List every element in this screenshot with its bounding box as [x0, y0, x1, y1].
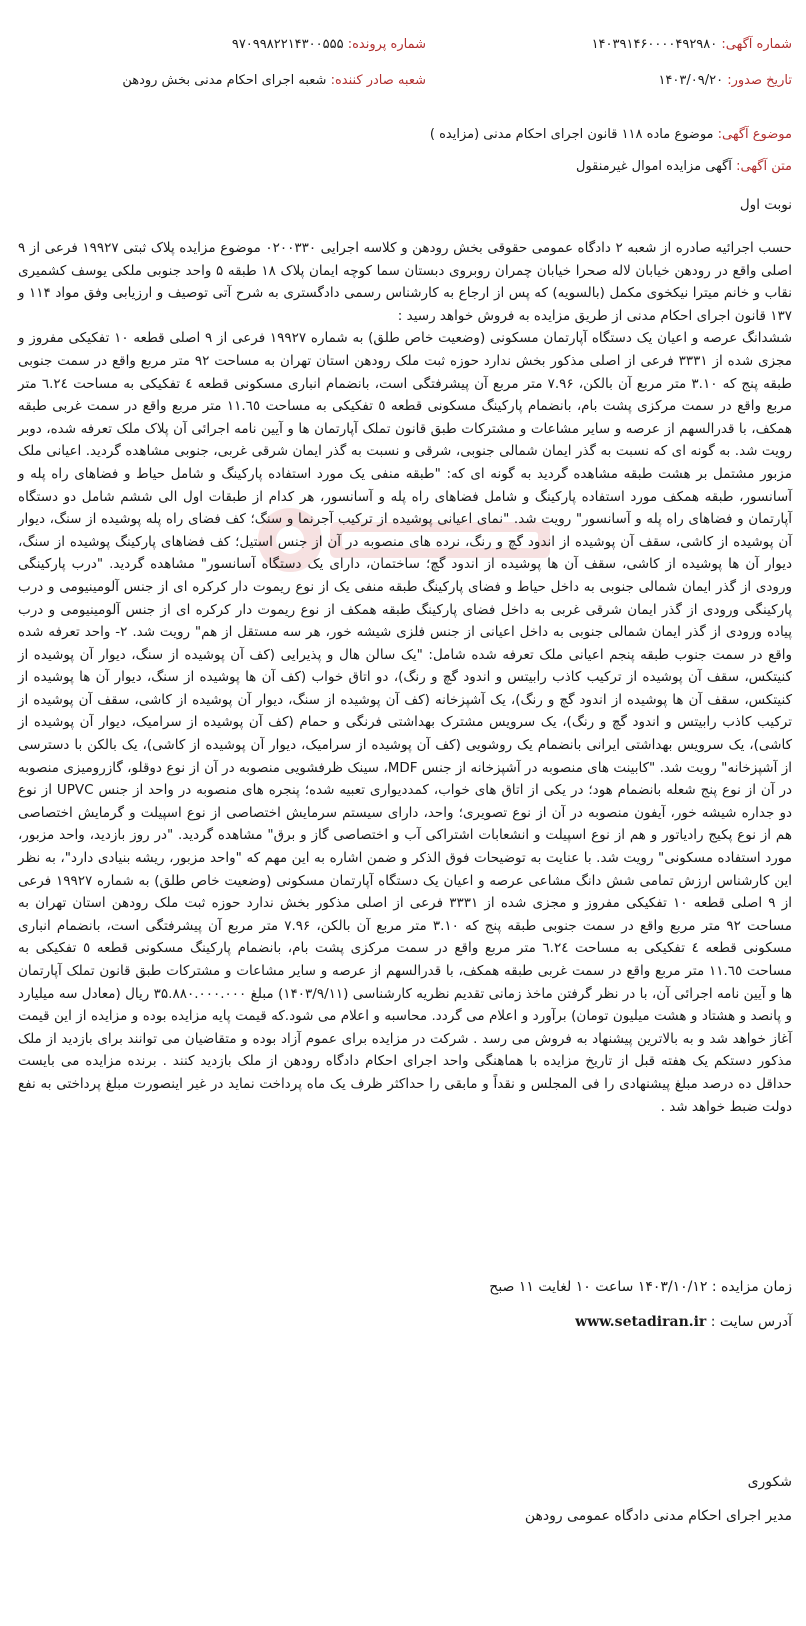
notice-text-field: [576, 158, 792, 176]
file-number-value: ۹۷۰۹۹۸۲۲۱۴۳۰۰۵۵۵: [231, 37, 344, 52]
file-number-field: [232, 36, 426, 54]
issuing-branch-value: شعبه اجرای احکام مدنی بخش رودهن: [122, 73, 327, 88]
issue-date-value: ۱۴۰۳/۰۹/۲۰: [658, 73, 724, 88]
site-address-field: [575, 1314, 792, 1330]
issue-date-label: تاریخ صدور:: [727, 73, 792, 88]
site-address-link[interactable]: www.setadiran.ir: [575, 1314, 707, 1330]
notice-subject-value: موضوع ماده ۱۱۸ قانون اجرای احکام مدنی (مزایده ): [429, 127, 714, 142]
signatory-title: مدیر اجرای احکام مدنی دادگاه عمومی رودهن: [524, 1508, 792, 1524]
body-paragraph-intro: حسب اجرائیه صادره از شعبه ۲ دادگاه عمومی حقوقی بخش رودهن و کلاسه اجرایی ۰۲۰۰۳۳۰ موضوع مزایده پلاک ثبتی ۱۹۹۲۷ فرعی از ۹ اصلی واقع در رودهن خیابان لاله صحرا خیابان چمران روبروی دبستان سما کوچه ایمان پلاک ۱۸ طبقه ۵ واحد جنوبی ملکی یوسف کشمیری نقاب و خانم میترا نیکخوی مکمل (بالسویه) که پس از ارجاع به کارشناس رسمی دادگستری به شرح آتی توصیف و ارزیابی وفق مواد ۱۱۴ و ۱۳۷ قانون اجرای احکام مدنی از طریق مزایده به فروش خواهد رسید :: [18, 240, 793, 324]
issuing-branch-label: شعبه صادر کننده:: [330, 73, 426, 88]
body-paragraph-description: ششدانگ عرصه و اعیان یک دستگاه آپارتمان مسکونی (وضعیت خاص طلق) به شماره ۱۹۹۲۷ فرعی از ۹ اصلی قطعه ۱۰ تفکیکی مفروز و مجزی شده از ۳۳۳۱ فرعی از اصلی مذکور بخش ندارد حوزه ثبت ملک رودهن استان تهران به مساحت ۹۲ متر مربع واقع در سمت جنوبی طبقه پنج که ۳.۱۰ متر مربع آن بالکن، ۷.۹۶ متر مربع آن پیشرفتگی است، بانضمام انباری مسکونی قطعه ٤ تفکیکی به مساحت ٦.۲٤ متر مربع واقع در سمت مرکزی پشت بام، بانضمام پارکینگ مسکونی قطعه ٥ تفکیکی به مساحت ۱۱.٦٥ متر مربع واقع در سمت غربی طبقه همکف، با قدرالسهم از عرصه و سایر مشاعات و مشترکات طبق قانون تملک آپارتمان ها و آیین نامه اجرائی آن پلاک ملک تعرفه شده، دوبر رویت شد. به گونه ای که نسبت به گذر ایمان شمالی جنوبی، شرقی و نسبت به گذر ایمان شرقی غربی، جنوبی مشاهده گردید. اعیانی ملک مزبور مشتمل بر هشت طبقه مشاهده گردید به گونه ای که: "طبقه منفی یک مورد استفاده پارکینگ و شامل حیاط و فضاهای راه پله و آسانسور، طبقه همکف مورد استفاده پارکینگ و شامل فضاهای راه پله و آسانسور، هر کدام از طبقات اول الی ششم شامل دو دستگاه آپارتمان و فضاهای راه پله و آسانسور" رویت شد. "نمای اعیانی پوشیده از ترکیب آجرنما و سنگ؛ کف فضای راه پله پوشیده از سنگ، دیوار آن پوشیده از کاشی، سقف آن پوشیده از اندود گچ و رنگ، نرده های منصوبه در آن از جنس استیل؛ کف فضاهای پارکینگ پوشیده از سنگ، دیوار آن ها پوشیده از کاشی، سقف آن ها پوشیده از اندود گچ؛ ساختمان، دارای یک دستگاه آسانسور" مشاهده گردید. "درب پارکینگی ورودی از گذر ایمان شمالی جنوبی به داخل حیاط و فضای پارکینگ طبقه منفی یک از نوع ریموت دار کرکره ای از جنس آلومینیومی و درب پارکینگی ورودی از گذر ایمان شرقی غربی به داخل فضای پارکینگ طبقه همکف از نوع ریموت دار کرکره ای از جنس آلومینیومی و درب پیاده ورودی از گذر ایمان شمالی جنوبی به داخل اعیانی از جنس فلزی شیشه خور، هر سه مستقل از هم" رویت شد. ۲- واحد تعرفه شده واقع در سمت جنوب طبقه پنجم اعیانی ملک تعرفه شده شامل: "یک سالن هال و پذیرایی (کف آن پوشیده از سنگ، دیوار آن پوشیده از کنیتکس، سقف آن پوشیده از ترکیب کاذب رابیتس و اندود گچ و رنگ)، دو اتاق خواب (کف آن ها پوشیده از سنگ، دیوار آن ها پوشیده از کنیتکس، سقف آن ها پوشیده از اندود گچ و رنگ)، یک آشپزخانه (کف آن پوشیده از سنگ، دیوار آن پوشیده از کاشی، سقف آن پوشیده از ترکیب کاذب رابیتس و اندود گچ و رنگ)، یک سرویس مشترک بهداشتی فرنگی و حمام (کف آن پوشیده از سرامیک، دیوار آن پوشیده از کاشی)، یک سرویس بهداشتی ایرانی بانضمام یک روشویی (کف آن پوشیده از سرامیک، دیوار آن پوشیده از کاشی)، یک بالکن با دسترسی از آشپزخانه" رویت شد. "کابینت های منصوبه در آشپزخانه از جنس MDF، سینک ظرفشویی منصوبه در آن از نوع دوقلو، گازرومیزی منصوبه در آن از نوع پنج شعله بانضمام هود؛ در یکی از اتاق های خواب، کمددیواری تعبیه شده؛ پنجره های منصوبه در واحد از جنس UPVC از نوع دو جداره شیشه خور، آیفون منصوبه در آن از نوع تصویری؛ واحد، دارای سیستم سرمایش اختصاصی از نوع اسپیلت و گرمایش اختصاصی هم از نوع پکیج رادیاتور و هم از نوع اسپیلت و انشعابات اشتراکی آب و اختصاصی گاز و برق" مشاهده گردید. "در روز بازدید، واحد مزبور، مورد استفاده مسکونی" رویت شد. با عنایت به توضیحات فوق الذکر و ضمن اشاره به این مهم که "واحد مزبور، ریشه بنیادی دارد"، به نظر این کارشناس ارزش تمامی شش دانگ مشاعی عرصه و اعیان یک دستگاه آپارتمان مسکونی (وضعیت خاص طلق) به شماره ۱۹۹۲۷ فرعی از ۹ اصلی قطعه ۱۰ تفکیکی مفروز و مجزی شده از ۳۳۳۱ فرعی از اصلی مذکور بخش ندارد حوزه ثبت ملک رودهن استان تهران به مساحت ۹۲ متر مربع واقع در سمت جنوبی طبقه پنج که ۳.۱۰ متر مربع آن بالکن، ۷.۹۶ متر مربع آن پیشرفتگی است، بانضمام انباری مسکونی قطعه ٤ تفکیکی به مساحت ٦.۲٤ متر مربع واقع در سمت مرکزی پشت بام، بانضمام پارکینگ مسکونی قطعه ٥ تفکیکی به مساحت ۱۱.٦٥ متر مربع واقع در سمت غربی طبقه همکف، با قدرالسهم از عرصه و سایر مشاعات و مشترکات طبق قانون تملک آپارتمان ها و آیین نامه اجرائی آن، با در نظر گرفتن ماخذ زمانی تقدیم نظریه کارشناسی (۱۴۰۳/۹/۱۱) مبلغ ۳۵.۸۸۰.۰۰۰.۰۰۰ ریال (معادل سه میلیارد و پانصد و هشتاد و هشت میلیون تومان) برآورد و اعلام می گردد. محاسبه و اعلام می شود.که قیمت پایه مزایده بوده و مزایده از این قیمت آغاز خواهد شد و به بالاترین پیشنهاد به فروش می رسد . شرکت در مزایده برای عموم آزاد بوده و متقاضیان می توانند برای بازدید از ملک مذکور دستکم یک هفته قبل از تاریخ مزایده با هماهنگی واحد اجرای احکام دادگاه رودهن از ملک بازدید کنند . برنده مزایده می بایست حداقل ده درصد مبلغ پیشنهادی را فی المجلس و نقداً و مابقی را حداکثر ظرف یک ماه پرداخت نماید در غیر اینصورت مبلغ پرداختی به نفع دولت ضبط خواهد شد .: [18, 330, 793, 1115]
notice-text-label: متن آگهی:: [736, 159, 792, 174]
notice-text-value: آگهی مزایده اموال غیرمنقول: [576, 159, 732, 174]
issue-date-field: [658, 72, 792, 90]
auction-time-value: ۱۴۰۳/۱۰/۱۲ ساعت ۱۰ لغایت ۱۱ صبح: [489, 1279, 708, 1295]
signatory-name: شکوری: [747, 1474, 792, 1490]
auction-time-field: [489, 1279, 792, 1295]
notice-subject-field: [430, 126, 792, 144]
notice-number-field: [592, 36, 792, 54]
notice-round: نوبت اول: [739, 197, 792, 213]
site-address-label: آدرس سایت :: [710, 1314, 792, 1330]
file-number-label: شماره پرونده:: [347, 37, 426, 52]
notice-body: [18, 237, 792, 1118]
notice-number-value: ۱۴۰۳۹۱۴۶۰۰۰۰۴۹۲۹۸۰: [591, 37, 718, 52]
notice-subject-label: موضوع آگهی:: [717, 127, 792, 142]
notice-number-label: شماره آگهی:: [721, 37, 792, 52]
issuing-branch-field: [122, 72, 426, 90]
auction-time-label: زمان مزایده :: [711, 1279, 792, 1295]
